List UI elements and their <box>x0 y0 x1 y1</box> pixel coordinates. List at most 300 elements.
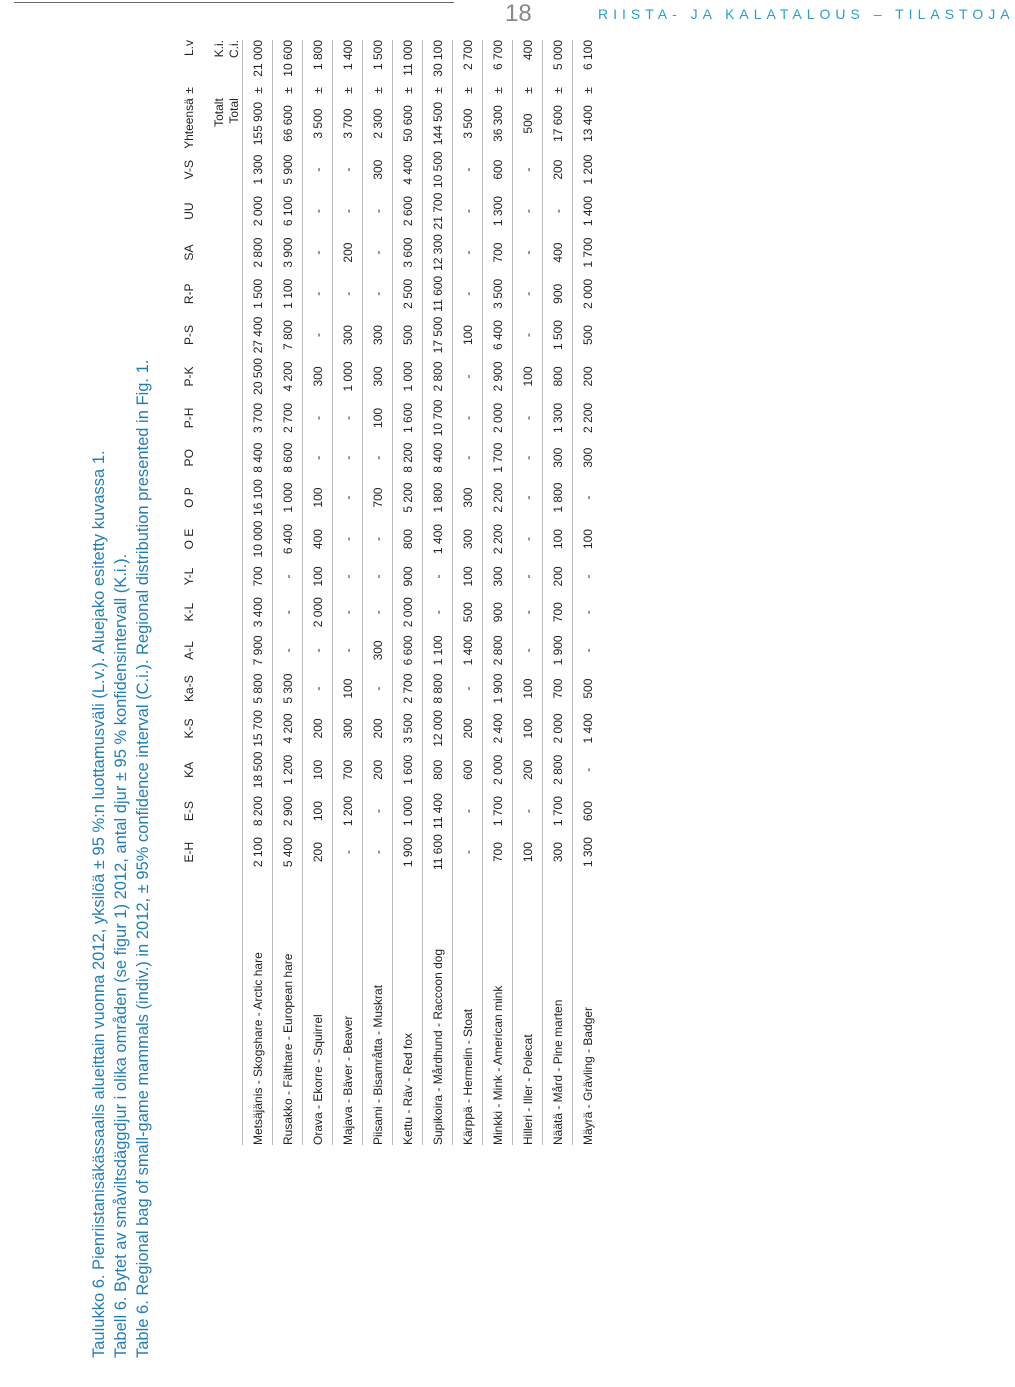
region-value: - <box>303 397 333 438</box>
header-blank <box>212 273 227 314</box>
header-blank <box>227 670 243 708</box>
page-number: 18 <box>505 0 532 27</box>
region-value: - <box>333 631 363 669</box>
region-value: - <box>453 832 483 873</box>
region-value: 1 300 <box>543 397 573 438</box>
region-value: 700 <box>483 232 513 273</box>
region-value: 4 200 <box>273 356 303 397</box>
region-value: 1 200 <box>333 791 363 832</box>
region-value: 16 100 <box>243 477 273 518</box>
species-name: Näätä - Mård - Pine marten <box>543 873 573 1145</box>
region-value: 3 500 <box>393 708 423 749</box>
region-value: - <box>573 560 603 593</box>
header-blank <box>227 477 243 518</box>
region-value: 2 000 <box>543 708 573 749</box>
region-value: 1 100 <box>423 631 453 669</box>
region-value: 1 700 <box>573 232 603 273</box>
region-value: 100 <box>333 670 363 708</box>
region-value: - <box>513 791 543 832</box>
region-value: - <box>513 631 543 669</box>
plus-minus-sign: ± <box>453 83 483 99</box>
region-value: 1 300 <box>483 190 513 231</box>
header-blank <box>227 832 243 873</box>
region-value: 100 <box>513 832 543 873</box>
region-value: 300 <box>573 439 603 477</box>
region-value: - <box>303 190 333 231</box>
region-value: 900 <box>483 593 513 631</box>
table-row <box>333 40 363 1145</box>
region-value: - <box>333 477 363 518</box>
region-value: 900 <box>393 560 423 593</box>
region-value: 1 000 <box>333 356 363 397</box>
region-value: 500 <box>573 670 603 708</box>
region-value: - <box>363 593 393 631</box>
header-blank <box>227 190 243 231</box>
header-blank <box>212 631 227 669</box>
ci-header: K.i. <box>212 40 226 58</box>
region-value: 8 200 <box>393 439 423 477</box>
region-value: 20 500 <box>243 356 273 397</box>
region-value: 100 <box>363 397 393 438</box>
region-value: 5 300 <box>273 670 303 708</box>
header-blank <box>227 631 243 669</box>
table-row <box>273 40 303 1145</box>
region-value: 3 700 <box>243 397 273 438</box>
region-value: 1 000 <box>273 477 303 518</box>
total-value: 3 500 <box>303 98 333 149</box>
caption-swedish-label: Tabell 6. <box>112 1296 130 1358</box>
species-name: Rusakko - Fälthare - European hare <box>273 873 303 1145</box>
region-value: 200 <box>303 708 333 749</box>
region-value: 2 200 <box>483 477 513 518</box>
region-value: 8 600 <box>273 439 303 477</box>
header-blank <box>227 873 243 1145</box>
region-value: - <box>513 477 543 518</box>
ci-value: 400 <box>513 40 543 83</box>
region-value: - <box>573 477 603 518</box>
region-value: 200 <box>513 749 543 790</box>
header-blank <box>212 708 227 749</box>
region-value: 100 <box>513 670 543 708</box>
species-name: Minkki - Mink - American mink <box>483 873 513 1145</box>
ci-header: L.v <box>182 40 196 57</box>
region-value: 200 <box>573 356 603 397</box>
region-value: 1 800 <box>423 477 453 518</box>
region-value: - <box>513 397 543 438</box>
region-value: 600 <box>483 149 513 190</box>
header-blank <box>227 439 243 477</box>
region-value: - <box>333 439 363 477</box>
species-name: Kettu - Räv - Red fox <box>393 873 423 1145</box>
column-header: KA <box>182 761 196 778</box>
region-value: 300 <box>453 477 483 518</box>
region-value: - <box>363 560 393 593</box>
region-value: 2 700 <box>273 397 303 438</box>
region-value: 2 000 <box>393 593 423 631</box>
caption-finnish-label: Taulukko 6. <box>90 1274 108 1358</box>
plus-minus-sign: ± <box>483 83 513 99</box>
region-value: - <box>303 273 333 314</box>
region-value: 3 900 <box>273 232 303 273</box>
header-blank <box>212 791 227 832</box>
ci-value: 11 000 <box>393 40 423 83</box>
region-value: 700 <box>333 749 363 790</box>
region-value: - <box>363 273 393 314</box>
header-blank <box>227 708 243 749</box>
region-value: - <box>363 232 393 273</box>
region-value: 2 000 <box>483 749 513 790</box>
region-value: 12 000 <box>423 708 453 749</box>
region-value: 1 700 <box>483 791 513 832</box>
column-header: O P <box>182 487 196 508</box>
header-blank <box>212 749 227 790</box>
region-value: 2 000 <box>573 273 603 314</box>
region-value: 3 600 <box>393 232 423 273</box>
column-header: E-S <box>182 801 196 822</box>
header-blank <box>227 749 243 790</box>
species-name: Mäyrä - Grävling - Badger <box>573 873 603 1145</box>
column-header: A-L <box>182 641 196 660</box>
region-value: 11 600 <box>423 273 453 314</box>
region-value: 10 500 <box>423 149 453 190</box>
region-value: 800 <box>543 356 573 397</box>
region-value: 1 000 <box>393 791 423 832</box>
region-value: - <box>333 832 363 873</box>
region-value: - <box>333 397 363 438</box>
header-blank <box>212 397 227 438</box>
caption-english-text: Regional bag of small-game mammals (indiv.) in 2012, ± 95% confidence interval (C.i.). Regional distribution presented in Fig. 1. <box>134 359 152 1296</box>
header-blank <box>227 356 243 397</box>
table-row <box>363 40 393 1145</box>
total-value: 2 300 <box>363 98 393 149</box>
region-value: 700 <box>363 477 393 518</box>
ci-value: 5 000 <box>543 40 573 83</box>
region-value: 200 <box>333 232 363 273</box>
region-value: - <box>273 631 303 669</box>
region-value: - <box>453 670 483 708</box>
header-blank <box>227 149 243 190</box>
header-blank <box>227 397 243 438</box>
plus-minus-sign: ± <box>393 83 423 99</box>
region-value: 300 <box>543 832 573 873</box>
ci-value: 1 400 <box>333 40 363 83</box>
caption-swedish-text: Bytet av småviltsdäggdjur i olika områden (se figur 1) 2012, antal djur ± 95 % konfidensintervall (K.i.). <box>112 553 130 1292</box>
species-name: Hilleri - Iller - Polecat <box>513 873 543 1145</box>
header-subrow <box>227 40 243 1145</box>
header-blank <box>212 560 227 593</box>
region-value: - <box>513 314 543 355</box>
header-blank <box>212 356 227 397</box>
region-value: - <box>453 791 483 832</box>
region-value: 100 <box>303 791 333 832</box>
region-value: - <box>543 190 573 231</box>
region-value: - <box>513 560 543 593</box>
region-value: 300 <box>363 631 393 669</box>
region-value: 2 800 <box>483 631 513 669</box>
header-row <box>178 40 212 1145</box>
region-value: 5 900 <box>273 149 303 190</box>
column-header: SA <box>182 244 196 261</box>
plus-minus-sign: ± <box>513 83 543 99</box>
column-header: Y-L <box>182 567 196 586</box>
region-value: 2 100 <box>243 832 273 873</box>
species-name: Metsäjänis - Skogshare - Arctic hare <box>243 873 273 1145</box>
region-value: 2 000 <box>483 397 513 438</box>
ci-value: 6 700 <box>483 40 513 83</box>
region-value: 100 <box>303 477 333 518</box>
region-value: - <box>303 314 333 355</box>
header-blank <box>227 518 243 559</box>
region-value: - <box>513 149 543 190</box>
region-value: - <box>303 670 333 708</box>
region-value: 21 700 <box>423 190 453 231</box>
region-value: 1 400 <box>573 708 603 749</box>
region-value: - <box>363 439 393 477</box>
ci-value: 21 000 <box>243 40 273 83</box>
header-blank <box>212 518 227 559</box>
region-value: - <box>303 631 333 669</box>
region-value: - <box>363 518 393 559</box>
column-header: E-H <box>182 841 196 863</box>
region-value: 500 <box>453 593 483 631</box>
region-value: - <box>513 273 543 314</box>
region-value: 900 <box>543 273 573 314</box>
column-header: V-S <box>182 159 196 180</box>
region-value: 2 200 <box>573 397 603 438</box>
total-header: Total <box>227 98 241 124</box>
header-blank <box>227 273 243 314</box>
table-row <box>573 40 603 1145</box>
header-blank <box>212 83 227 99</box>
ci-value: 6 100 <box>573 40 603 83</box>
ci-value: 2 700 <box>453 40 483 83</box>
region-value: - <box>453 190 483 231</box>
region-value: 11 400 <box>423 791 453 832</box>
region-value: 500 <box>573 314 603 355</box>
region-value: 1 200 <box>573 149 603 190</box>
region-value: - <box>333 518 363 559</box>
plus-minus-sign: ± <box>573 83 603 99</box>
total-value: 144 500 <box>423 98 453 149</box>
region-value: 10 000 <box>243 518 273 559</box>
species-name: Majava - Bäver - Beaver <box>333 873 363 1145</box>
total-value: 3 700 <box>333 98 363 149</box>
region-value: - <box>273 593 303 631</box>
region-value: 10 700 <box>423 397 453 438</box>
region-value: 1 600 <box>393 397 423 438</box>
header-blank <box>212 670 227 708</box>
region-value: 15 700 <box>243 708 273 749</box>
total-value: 66 600 <box>273 98 303 149</box>
series-title: RIISTA- JA KALATALOUS – TILASTOJA <box>598 6 1015 22</box>
region-value: - <box>573 631 603 669</box>
header-blank <box>227 314 243 355</box>
region-value: 6 600 <box>393 631 423 669</box>
region-value: - <box>453 356 483 397</box>
species-name: Kärppä - Hermelin - Stoat <box>453 873 483 1145</box>
caption-swedish <box>112 554 131 1358</box>
caption-finnish-text: Pienriistanisäkässaalis alueittain vuonna 2012, yksilöä ± 95 %:n luottamusväli (L.v.). Aluejako esitetty kuvassa 1. <box>90 450 108 1270</box>
header-blank <box>212 314 227 355</box>
region-value: - <box>333 273 363 314</box>
region-value: 4 200 <box>273 708 303 749</box>
plus-minus-sign: ± <box>423 83 453 99</box>
region-value: 300 <box>483 560 513 593</box>
column-header: Ka-S <box>182 675 196 702</box>
region-value: 100 <box>513 708 543 749</box>
region-value: 400 <box>543 232 573 273</box>
species-name: Orava - Ekorre - Squirrel <box>303 873 333 1145</box>
region-value: 6 400 <box>273 518 303 559</box>
region-value: - <box>453 149 483 190</box>
region-value: 1 900 <box>393 832 423 873</box>
ci-value: 10 600 <box>273 40 303 83</box>
region-value: 100 <box>453 314 483 355</box>
region-value: 2 000 <box>303 593 333 631</box>
region-value: - <box>303 232 333 273</box>
region-value: - <box>333 149 363 190</box>
region-value: 100 <box>453 560 483 593</box>
region-value: 1 200 <box>273 749 303 790</box>
region-value: 600 <box>453 749 483 790</box>
region-value: - <box>363 791 393 832</box>
column-header: K-L <box>182 602 196 622</box>
region-value: 2 500 <box>393 273 423 314</box>
region-value: 200 <box>543 149 573 190</box>
region-value: 600 <box>573 791 603 832</box>
ci-header: C.i. <box>227 40 241 58</box>
region-value: 200 <box>543 560 573 593</box>
header-rule <box>14 2 454 3</box>
region-value: - <box>513 232 543 273</box>
region-value: 1 400 <box>573 190 603 231</box>
region-value: 8 800 <box>423 670 453 708</box>
table-row <box>243 40 273 1145</box>
region-value: 700 <box>543 670 573 708</box>
header-blank <box>178 873 212 1145</box>
region-value: - <box>453 273 483 314</box>
region-value: - <box>513 518 543 559</box>
region-value: 1 300 <box>243 149 273 190</box>
region-value: - <box>453 232 483 273</box>
species-name: Supikoira - Mårdhund - Raccoon dog <box>423 873 453 1145</box>
region-value: - <box>573 749 603 790</box>
region-value: 5 200 <box>393 477 423 518</box>
region-value: 1 600 <box>393 749 423 790</box>
region-value: 1 100 <box>273 273 303 314</box>
total-header: Yhteensä <box>182 98 196 149</box>
column-header: P-K <box>182 366 196 387</box>
region-value: - <box>423 560 453 593</box>
region-value: 8 400 <box>423 439 453 477</box>
header-blank <box>212 149 227 190</box>
header-blank <box>212 232 227 273</box>
region-value: 2 900 <box>273 791 303 832</box>
region-value: - <box>333 190 363 231</box>
region-value: 7 800 <box>273 314 303 355</box>
table-row <box>453 40 483 1145</box>
region-value: 200 <box>363 708 393 749</box>
ci-value: 1 500 <box>363 40 393 83</box>
total-value: 17 600 <box>543 98 573 149</box>
header-blank <box>227 232 243 273</box>
region-value: 1 400 <box>453 631 483 669</box>
plus-minus-header: ± <box>182 87 196 94</box>
region-value: 1 000 <box>393 356 423 397</box>
plus-minus-sign: ± <box>273 83 303 99</box>
region-value: 6 400 <box>483 314 513 355</box>
column-header: R-P <box>182 283 196 305</box>
region-value: 12 300 <box>423 232 453 273</box>
region-value: 1 700 <box>483 439 513 477</box>
region-value: - <box>303 439 333 477</box>
ci-value: 30 100 <box>423 40 453 83</box>
region-value: 6 100 <box>273 190 303 231</box>
region-value: 700 <box>483 832 513 873</box>
region-value: 8 200 <box>243 791 273 832</box>
region-value: 100 <box>303 749 333 790</box>
region-value: 17 500 <box>423 314 453 355</box>
header-blank <box>227 593 243 631</box>
total-value: 155 900 <box>243 98 273 149</box>
header-subrow <box>212 40 227 1145</box>
total-value: 3 500 <box>453 98 483 149</box>
region-value: 2 700 <box>393 670 423 708</box>
region-value: 7 900 <box>243 631 273 669</box>
region-value: 27 400 <box>243 314 273 355</box>
region-value: 300 <box>363 314 393 355</box>
region-value: - <box>453 439 483 477</box>
region-value: 1 400 <box>423 518 453 559</box>
table-row <box>513 40 543 1145</box>
header-blank <box>227 560 243 593</box>
region-value: 2 200 <box>483 518 513 559</box>
regional-bag-table <box>178 40 602 1145</box>
total-value: 500 <box>513 98 543 149</box>
region-value: 5 800 <box>243 670 273 708</box>
region-value: - <box>363 832 393 873</box>
header-blank <box>212 439 227 477</box>
plus-minus-sign: ± <box>243 83 273 99</box>
region-value: 1 300 <box>573 832 603 873</box>
region-value: 1 800 <box>543 477 573 518</box>
header-blank <box>212 477 227 518</box>
header-blank <box>212 190 227 231</box>
region-value: - <box>363 190 393 231</box>
region-value: 2 400 <box>483 708 513 749</box>
header-blank <box>227 791 243 832</box>
region-value: - <box>363 670 393 708</box>
region-value: 2 600 <box>393 190 423 231</box>
table-row <box>543 40 573 1145</box>
region-value: - <box>513 593 543 631</box>
column-header: P-S <box>182 325 196 346</box>
region-value: - <box>453 397 483 438</box>
caption-english <box>134 360 153 1358</box>
region-value: 2 800 <box>543 749 573 790</box>
region-value: - <box>513 190 543 231</box>
region-value: 11 600 <box>423 832 453 873</box>
table-row <box>303 40 333 1145</box>
region-value: 300 <box>453 518 483 559</box>
region-value: 300 <box>333 708 363 749</box>
region-value: 2 800 <box>243 232 273 273</box>
header-blank <box>212 593 227 631</box>
column-header: K-S <box>182 718 196 739</box>
region-value: 200 <box>303 832 333 873</box>
region-value: 400 <box>303 518 333 559</box>
region-value: 18 500 <box>243 749 273 790</box>
